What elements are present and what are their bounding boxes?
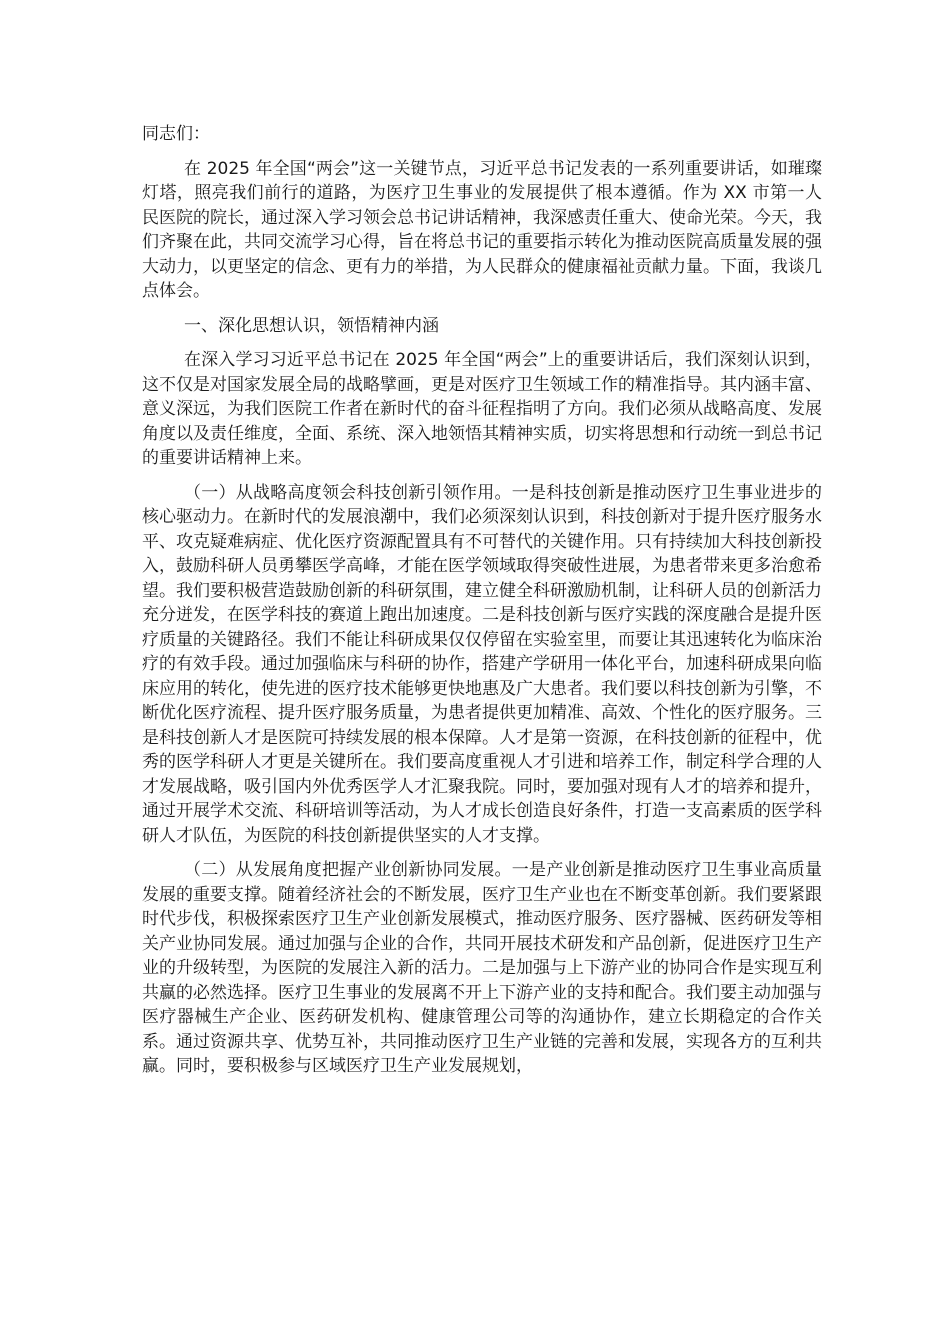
paragraph-subsection-1: （一）从战略高度领会科技创新引领作用。一是科技创新是推动医疗卫生事业进步的核心驱动力。在新时代的发展浪潮中，我们必须深刻认识到，科技创新对于提升医疗服务水平、攻克疑难病症、优化医疗资源配置具有不可替代的关键作用。只有持续加大科技创新投入，鼓励科研人员勇攀医学高峰，才能在医学领域取得突破性进展，为患者带来更多治愈希望。我们要积极营造鼓励创新的科研氛围，建立健全科研激励机制，让科研人员的创新活力充分迸发，在医学科技的赛道上跑出加速度。二是科技创新与医疗实践的深度融合是提升医疗质量的关键路径。我们不能让科研成果仅仅停留在实验室里，而要让其迅速转化为临床治疗的有效手段。通过加强临床与科研的协作，搭建产学研用一体化平台，加速科研成果向临床应用的转化，使先进的医疗技术能够更快地惠及广大患者。我们要以科技创新为引擎，不断优化医疗流程、提升医疗服务质量，为患者提供更加精准、高效、个性化的医疗服务。三是科技创新人才是医院可持续发展的根本保障。人才是第一资源，在科技创新的征程中，优秀的医学科研人才更是关键所在。我们要高度重视人才引进和培养工作，制定科学合理的人才发展战略，吸引国内外优秀医学人才汇聚我院。同时，要加强对现有人才的培养和提升，通过开展学术交流、科研培训等活动，为人才成长创造良好条件，打造一支高素质的医学科研人才队伍，为医院的科技创新提供坚实的人才支撑。 (142, 482, 822, 846)
paragraph-intro: 在 2025 年全国“两会”这一关键节点，习近平总书记发表的一系列重要讲话，如璀璨灯塔，照亮我们前行的道路，为医疗卫生事业的发展提供了根本遵循。作为 XX 市第一人民医院的院长，通过深入学习领会总书记讲话精神，我深感责任重大、使命光荣。今天，我们齐聚在此，共同交流学习心得，旨在将总书记的重要指示转化为推动医院高质量发展的强大动力，以更坚定的信念、更有力的举措，为人民群众的健康福祉贡献力量。下面，我谈几点体会。 (142, 158, 822, 301)
paragraph-section-1-intro: 在深入学习习近平总书记在 2025 年全国“两会”上的重要讲话后，我们深刻认识到，这不仅是对国家发展全局的战略擘画，更是对医疗卫生领域工作的精准指导。其内涵丰富、意义深远，为我们医院工作者在新时代的奋斗征程指明了方向。我们必须从战略高度、发展角度以及责任维度，全面、系统、深入地领悟其精神实质，切实将思想和行动统一到总书记的重要讲话精神上来。 (142, 350, 822, 468)
salutation: 同志们： (142, 124, 210, 144)
document-body (142, 122, 822, 1089)
paragraph-subsection-2: （二）从发展角度把握产业创新协同发展。一是产业创新是推动医疗卫生事业高质量发展的重要支撑。随着经济社会的不断发展，医疗卫生产业也在不断变革创新。我们要紧跟时代步伐，积极探索医疗卫生产业创新发展模式，推动医疗服务、医疗器械、医药研发等相关产业协同发展。通过加强与企业的合作，共同开展技术研发和产品创新，促进医疗卫生产业的升级转型，为医院的发展注入新的活力。二是加强与上下游产业的协同合作是实现互利共赢的必然选择。医疗卫生事业的发展离不开上下游产业的支持和配合。我们要主动加强与医疗器械生产企业、医药研发机构、健康管理公司等的沟通协作，建立长期稳定的合作关系。通过资源共享、优势互补，共同推动医疗卫生产业链的完善和发展，实现各方的互利共赢。同时，要积极参与区域医疗卫生产业发展规划， (142, 860, 822, 1076)
section-heading-1: 一、深化思想认识，领悟精神内涵 (184, 315, 439, 336)
